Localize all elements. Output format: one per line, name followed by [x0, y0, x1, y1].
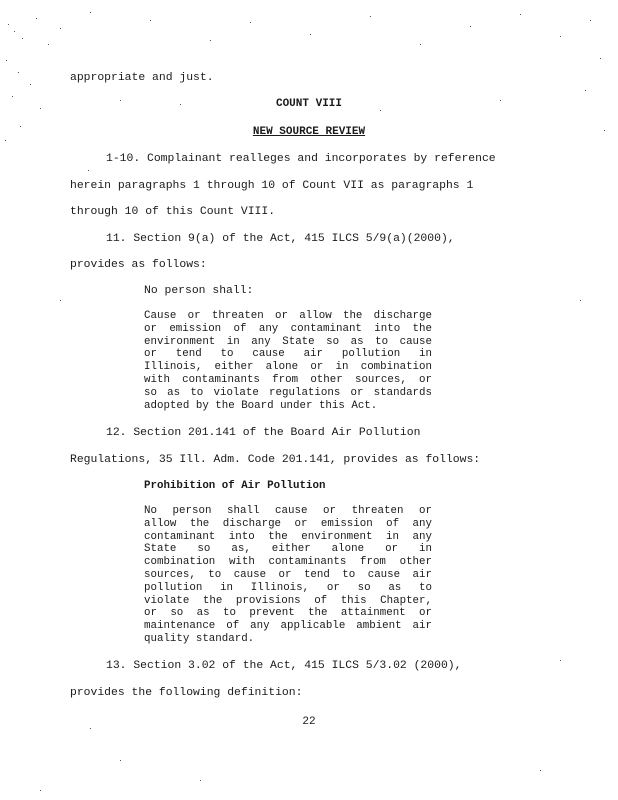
- paragraph-12-line-1: 12. Section 201.141 of the Board Air Pollution: [106, 427, 421, 439]
- quote-1-line: or tend to cause air pollution in: [144, 348, 432, 361]
- quote-1-line: Illinois, either alone or in combination: [144, 361, 432, 374]
- page-number: 22: [302, 716, 316, 728]
- quote-2-line: State so as, either alone or in: [144, 543, 432, 556]
- quote-2-line: combination with contaminants from other: [144, 556, 432, 569]
- paragraph-11-line-2: provides as follows:: [70, 259, 207, 271]
- quote-2-line: No person shall cause or threaten or: [144, 505, 432, 517]
- quote-1-intro: No person shall:: [144, 285, 254, 297]
- paragraph-12-line-2: Regulations, 35 Ill. Adm. Code 201.141, provides as follows:: [70, 454, 481, 466]
- paragraph-1-10-line-1: 1-10. Complainant realleges and incorporates by reference: [106, 153, 496, 165]
- quote-2-line: quality standard.: [144, 632, 255, 645]
- quote-1-line: with contaminants from other sources, or: [144, 373, 432, 386]
- quote-2-line: or so as to prevent the attainment or: [144, 607, 432, 620]
- opening-fragment: appropriate and just.: [70, 72, 214, 84]
- paragraph-11-line-1: 11. Section 9(a) of the Act, 415 ILCS 5/9(a)(2000),: [106, 233, 455, 245]
- paragraph-1-10-line-3: through 10 of this Count VIII.: [70, 206, 276, 218]
- quote-2-line: maintenance of any applicable ambient air: [144, 620, 432, 633]
- quote-1-line: or emission of any contaminant into the: [144, 322, 432, 335]
- paragraph-13-line-2: provides the following definition:: [70, 687, 303, 699]
- quote-2-line: allow the discharge or emission of any: [144, 517, 432, 530]
- paragraph-13-line-1: 13. Section 3.02 of the Act, 415 ILCS 5/3.02 (2000),: [106, 660, 462, 672]
- quote-2-line: pollution in Illinois, or so as to: [144, 581, 432, 594]
- paragraph-1-10-line-2: herein paragraphs 1 through 10 of Count VII as paragraphs 1: [70, 180, 474, 192]
- quote-2-block: [144, 505, 432, 646]
- quote-1-line: environment in any State so as to cause: [144, 335, 432, 348]
- quote-2-line: sources, to cause or tend to cause air: [144, 568, 432, 581]
- count-subheading: NEW SOURCE REVIEW: [252, 126, 366, 138]
- quote-2-line: violate the provisions of this Chapter,: [144, 594, 432, 607]
- quote-1-line: Cause or threaten or allow the discharge: [144, 310, 432, 322]
- quote-2-line: contaminant into the environment in any: [144, 530, 432, 543]
- quote-1-line: adopted by the Board under this Act.: [144, 399, 378, 412]
- quote-1-block: [144, 310, 432, 412]
- quote-2-title: Prohibition of Air Pollution: [144, 480, 326, 492]
- quote-1-line: so as to violate regulations or standards: [144, 386, 432, 399]
- count-heading: COUNT VIII: [275, 98, 342, 110]
